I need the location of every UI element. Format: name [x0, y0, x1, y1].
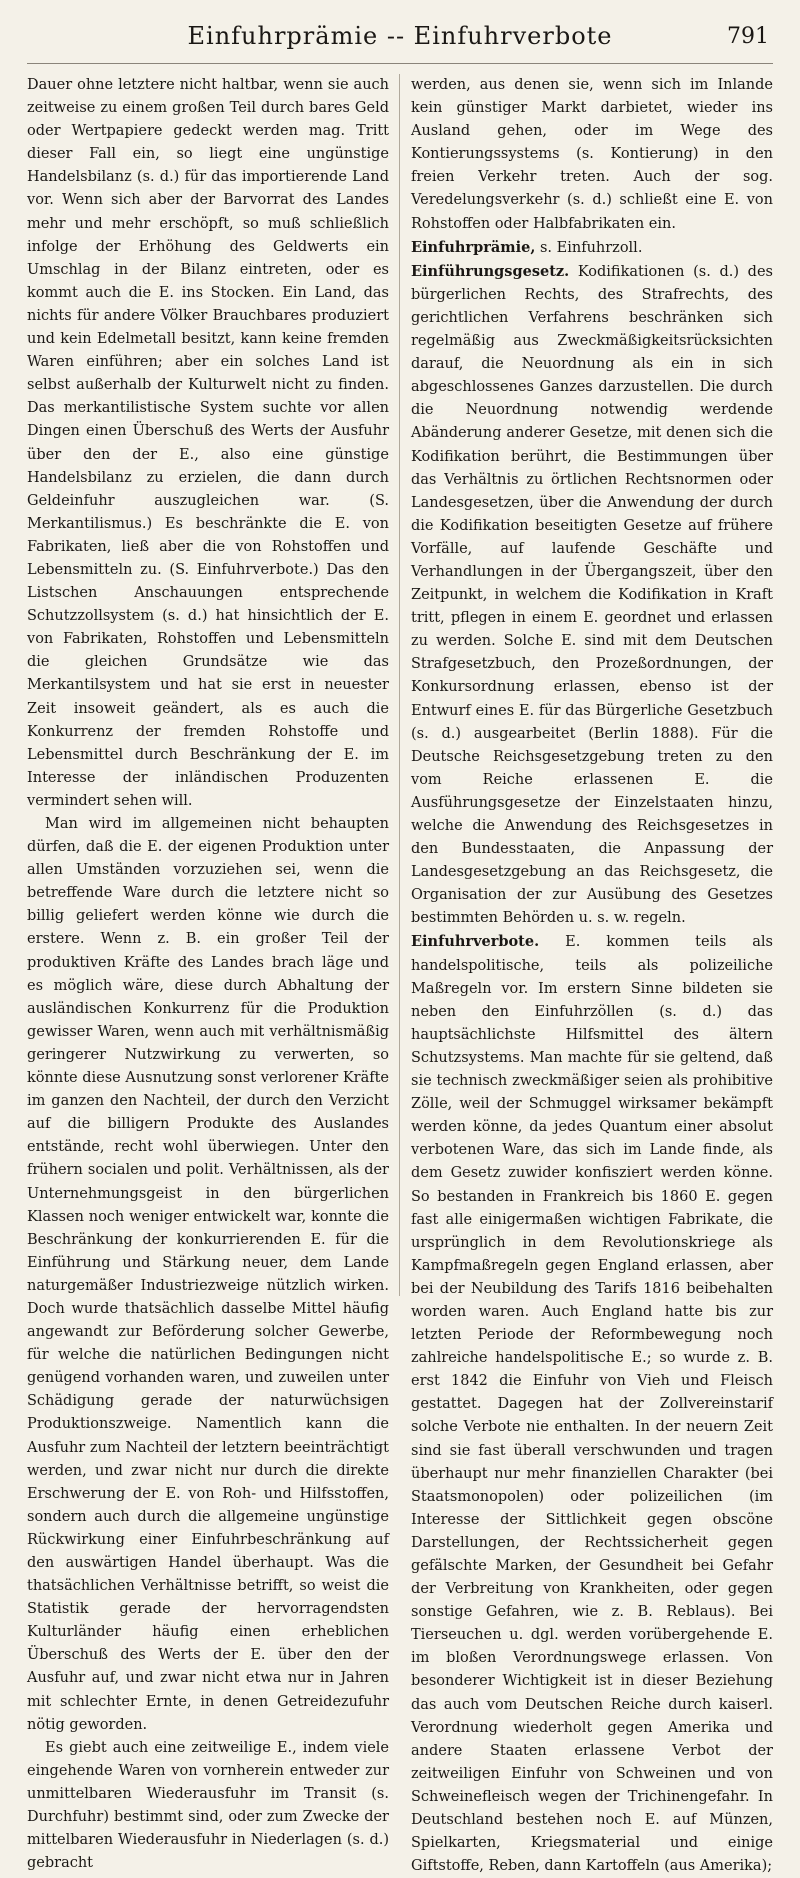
page-number: 791: [727, 24, 769, 49]
paragraph: Dauer ohne letztere nicht haltbar, wenn sie auch zeitweise zu einem großen Teil durch bares Geld oder Wertpapiere gedeckt werden mag. Tritt dieser Fall ein, so liegt eine ungünstige Handelsbilanz (s. d.) für das importierende Land vor. Wenn sich aber der Barvorrat des Landes mehr und mehr erschöpft, so muß schließlich infolge der Erhöhung des Geldwerts ein Umschlag in der Bilanz eintreten, oder es kommt auch die E. ins Stocken. Ein Land, das nichts für andere Völker Brauchbares produziert und kein Edelmetall besitzt, kann keine fremden Waren einführen; aber ein solches Land ist selbst außerhalb der Kulturwelt nicht zu finden. Das merkantilistische System suchte vor allen Dingen einen Überschuß des Werts der Ausfuhr über den der E., also eine günstige Handelsbilanz zu erzielen, die dann durch Geldeinfuhr auszugleichen war. (S. Merkantilismus.) Es beschränkte die E. von Fabrikaten, ließ aber die von Rohstoffen und Lebensmitteln zu. (S. Einfuhrverbote.) Das den Listschen Anschauungen entsprechende Schutzzollsystem (s. d.) hat hinsichtlich der E. von Fabrikaten, Rohstoffen und Lebensmitteln die gleichen Grundsätze wie das Merkantilsystem und hat sie erst in neuester Zeit insoweit geändert, als es auch die Konkurrenz der fremden Rohstoffe und Lebensmittel durch Beschränkung der E. im Interesse der inländischen Produzenten vermindert sehen will.: [27, 77, 389, 809]
paragraph: werden, aus denen sie, wenn sich im Inlande kein günstiger Markt darbietet, wieder ins Ausland gehen, oder im Wege des Kontierungssystems (s. Kontierung) in den freien Verkehr treten. Auch der sog. Veredelungsverkehr (s. d.) schließt eine E. von Rohstoffen oder Halbfabrikaten ein.: [411, 77, 773, 232]
entry-headword: Einführungsgesetz.: [411, 262, 570, 280]
running-title: Einfuhrprämie -- Einfuhrverbote: [187, 22, 613, 50]
entry-headword: Einfuhrprämie,: [411, 238, 536, 256]
page-header: [27, 14, 773, 58]
entry-einfuhrpraemie: [411, 236, 773, 260]
entry-text: Kodifikationen (s. d.) des bürgerlichen Rechts, des Strafrechts, des gerichtlichen Verfahrens beschränken sich regelmäßig aus Zweckmäßigkeitsrücksichten darauf, die Neuordnung als ein in sich abgeschlossenes Ganzes darzustellen. Die durch die Neuordnung notwendig werdende Abänderung anderer Gesetze, mit denen sich die Kodifikation berührt, die Bestimmungen über das Verhältnis zu örtlichen Rechtsnormen oder Landesgesetzen, über die Anwendung der durch die Kodifikation beseitigten Gesetze auf frühere Vorfälle, auf laufende Geschäfte und Verhandlungen in der Übergangszeit, über den Zeitpunkt, in welchem die Kodifikation in Kraft tritt, pflegen in einem E. geordnet und erlassen zu werden. Solche E. sind mit dem Deutschen Strafgesetzbuch, den Prozeßordnungen, der Konkursordnung erlassen, ebenso ist der Entwurf eines E. für das Bürgerliche Gesetzbuch (s. d.) ausgearbeitet (Berlin 1888). Für die Deutsche Reichsgesetzgebung treten zu den vom Reiche erlassenen E. die Ausführungsgesetze der Einzelstaaten hinzu, welche die Anwendung des Reichsgesetzes in den Bundesstaaten, die Anpassung der Landesgesetzgebung an das Reichsgesetz, die Organisation der zur Ausübung des Gesetzes bestimmten Behörden u. s. w. regeln.: [411, 263, 773, 927]
entry-headword: Einfuhrverbote.: [411, 933, 540, 951]
column-divider: [399, 74, 400, 1296]
entry-einfuehrungsgesetz: [411, 260, 773, 931]
entry-text: s. Einfuhrzoll.: [535, 239, 643, 256]
entry-text: E. kommen teils als handelspolitische, teils als polizeiliche Maßregeln vor. Im erstern Sinne bildeten sie neben den Einfuhrzöllen (s. d.) das hauptsächlichste Hilfsmittel des ältern Schutzsystems. Man machte für sie geltend, daß sie technisch zweckmäßiger seien als prohibitive Zölle, weil der Schmuggel wirksamer bekämpft werden könne, da jedes Quantum einer absolut verbotenen Ware, das sich im Lande finde, als dem Gesetz zuwider konfisziert werden könne. So bestanden in Frankreich bis 1860 E. gegen fast alle einigermaßen wichtigen Fabrikate, die ursprünglich in dem Revolutionskriege als Kampfmaßregeln gegen England erlassen, aber bei der Neubildung des Tarifs 1816 beibehalten worden waren. Auch England hatte bis zur letzten Periode der Reformbewegung noch zahlreiche handelspolitische E.; so wurde z. B. erst 1842 die Einfuhr von Vieh und Fleisch gestattet. Dagegen hat der Zollvereinstarif solche Verbote nie enthalten. In der neuern Zeit sind sie fast überall verschwunden und tragen überhaupt nur mehr finanziellen Charakter (bei Staatsmonopolen) oder polizeilichen (im Interesse der Sittlichkeit gegen obscöne Darstellungen, der Rechtssicherheit gegen gefälschte Marken, der Gesundheit bei Gefahr der Verbreitung von Krankheiten, oder gegen sonstige Gefahren, wie z. B. Reblaus). Bei Tierseuchen u. dgl. werden vorübergehende E. im bloßen Verordnungswege erlassen. Von besonderer Wichtigkeit ist in dieser Beziehung das auch vom Deutschen Reiche durch kaiserl. Verordnung wiederholt gegen Amerika und andere Staaten erlassene Verbot der zeitweiligen Einfuhr von Schweinen und von Schweinefleisch wegen der Trichinengefahr. In Deutschland bestehen noch E. auf Münzen, Spielkarten, Kriegsmaterial und einige Giftstoffe, Reben, dann Kartoffeln (aus Amerika);: [411, 934, 773, 1875]
paragraph: Es giebt auch eine zeitweilige E., indem viele eingehende Waren von vornherein entweder zur unmittelbaren Wiederausfuhr im Transit (s. Durchfuhr) bestimmt sind, oder zum Zwecke der mittelbaren Wiederausfuhr in Niederlagen (s. d.) gebracht: [27, 1739, 389, 1872]
right-column: [411, 74, 773, 1878]
entry-einfuhrverbote: [411, 930, 773, 1878]
paragraph: Man wird im allgemeinen nicht behaupten dürfen, daß die E. der eigenen Produktion unter allen Umständen vorzuziehen sei, wenn die betreffende Ware durch die letztere nicht so billig geliefert werden könne wie durch die erstere. Wenn z. B. ein großer Teil der produktiven Kräfte des Landes brach läge und es möglich wäre, diese durch Abhaltung der ausländischen Konkurrenz für die Produktion gewisser Waren, wenn auch mit verhältnismäßig geringerer Nutzwirkung zu verwerten, so könnte diese Ausnutzung sonst verlorener Kräfte im ganzen den Nachteil, der durch den Verzicht auf die billigern Produkte des Auslandes entstände, recht wohl überwiegen. Unter den frühern socialen und polit. Verhältnissen, als der Unternehmungsgeist in den bürgerlichen Klassen noch weniger entwickelt war, konnte die Beschränkung der konkurrierenden E. für die Einführung und Stärkung neuer, dem Lande naturgemäßer Industriezweige nützlich wirken. Doch wurde thatsächlich dasselbe Mittel häufig angewandt zur Beförderung solcher Gewerbe, für welche die natürlichen Bedingungen nicht genügend vorhanden waren, und zuweilen unter Schädigung gerade der naturwüchsigen Produktionszweige. Namentlich kann die Ausfuhr zum Nachteil der letztern beeinträchtigt werden, und zwar nicht nur durch die direkte Erschwerung der E. von Roh- und Hilfsstoffen, sondern auch durch die allgemeine ungünstige Rückwirkung einer Einfuhrbeschränkung auf den auswärtigen Handel überhaupt. Was die thatsächlichen Verhältnisse betrifft, so weist die Statistik gerade der hervorragendsten Kulturländer häufig einen erheblichen Überschuß des Werts der E. über den der Ausfuhr auf, und zwar nicht etwa nur in Jahren mit schlechter Ernte, in denen Getreidezufuhr nötig geworden.: [27, 816, 389, 1733]
header-rule: [27, 63, 773, 64]
left-column: [27, 74, 389, 1875]
